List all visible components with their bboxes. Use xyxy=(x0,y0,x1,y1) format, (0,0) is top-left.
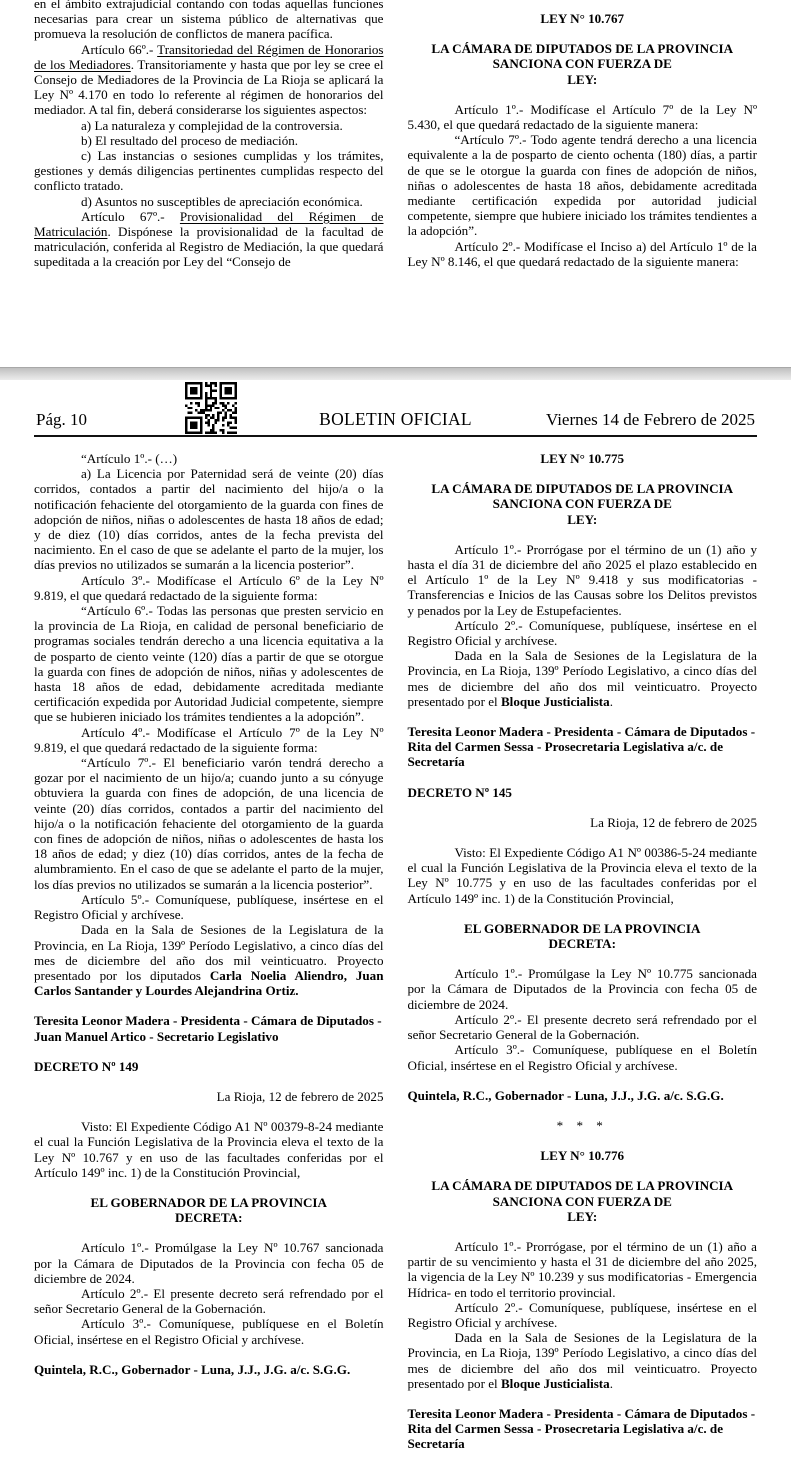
main-left-column xyxy=(34,451,384,1469)
top-right-column xyxy=(408,0,758,310)
paragraph: Artículo 1º.- Promúlgase la Ley Nº 10.767 sancionada por la Cámara de Diputados de la Provincia con fecha 05 de diciembre de 2024. xyxy=(34,1240,384,1286)
paragraph: Artículo 2º.- El presente decreto será refrendado por el señor Secretario General de la Gobernación. xyxy=(407,1011,757,1043)
paragraph: “Artículo 7º.- El beneficiario varón tendrá derecho a gozar por el nacimiento de un hijo/a; cuando junto a su cónyuge obtuviera la guarda con fines de adopción, de una licencia de veinte (20) días corridos, contados a partir del nacimiento del hijo/a o la notificación fehaciente del otorgamiento de la guarda con fines de adopción de niños, niñas o adolescentes de hasta los 18 años de edad; y diez (10) días corridos, antes de la fecha de alumbramiento. En el caso de que se adelante el parto de la mujer, los días previos no utilizados se sumarán a la licencia posterior”. xyxy=(34,755,384,892)
bulletin-title: BOLETIN OFICIAL xyxy=(319,409,472,429)
heading: LEY N° 10.776 xyxy=(540,1148,625,1164)
heading: LEY N° 10.775 xyxy=(540,451,625,466)
top-section xyxy=(0,0,791,310)
paragraph: Artículo 3º.- Comuníquese, publíquese en el Boletín Oficial, insértese en el Registro Oficial y archívese. xyxy=(34,1316,384,1347)
page-header xyxy=(0,380,791,437)
paragraph: “Artículo 6º.- Todas las personas que presten servicio en la provincia de La Rioja, en calidad de personal beneficiario de programas sociales tendrán derecho a una licencia equitativa a la de posparto de ciento veinte (120) días a partir de que se otorgue la guarda con fines de adopción de niños, niñas y adolescentes de hasta 18 años de edad, debidamente acreditada mediante certificación expedida por Autoridad Judicial competente, siempre que se hubieren iniciado los trámites tendientes a la adopción”. xyxy=(34,603,384,725)
main-section xyxy=(0,437,791,1469)
signature-line: Teresita Leonor Madera - Presidenta - Cámara de Diputados - Rita del Carmen Sessa - Prosecretaria Legislativa a/c. de Secretaría xyxy=(407,1405,756,1452)
signature-line: DECRETO Nº 149 xyxy=(34,1058,139,1074)
heading: LA CÁMARA DE DIPUTADOS DE LA PROVINCIA SANCIONA CON FUERZA DE LEY: xyxy=(431,481,734,527)
paragraph: Artículo 2º.- Modifícase el Inciso a) del Artículo 1º de la Ley Nº 8.146, el que quedará redactado de la siguiente manera: xyxy=(407,238,757,269)
paragraph: Artículo 4º.- Modifícase el Artículo 7º de la Ley Nº 9.819, el que quedará redactado de la siguiente forma: xyxy=(34,724,384,755)
paragraph: Artículo 67º.- Provisionalidad del Régimen de Matriculación. Dispónese la provisionalidad de la facultad de matriculación, conferida al Registro de Mediación, la que quedará supeditada a la creación por Ley del “Consejo de xyxy=(34,208,384,270)
paragraph: c) Las instancias o sesiones cumplidas y los trámites, gestiones y demás diligencias pertinentes cumplidas respecto del conflicto tratado. xyxy=(34,148,384,194)
divider-band xyxy=(0,367,791,380)
top-left-column xyxy=(34,0,384,310)
paragraph: Artículo 3º.- Comuníquese, publíquese en el Boletín Oficial, insértese en el Registro Oficial y archívese. xyxy=(407,1042,757,1073)
heading: LA CÁMARA DE DIPUTADOS DE LA PROVINCIA SANCIONA CON FUERZA DE LEY: xyxy=(431,41,734,87)
paragraph: a) La naturaleza y complejidad de la controversia. xyxy=(81,117,343,133)
paragraph: Artículo 1º.- Modifícase el Artículo 7º de la Ley Nº 5.430, el que quedará redactado de la siguiente manera: xyxy=(407,101,757,133)
paragraph: Artículo 1º.- Promúlgase la Ley Nº 10.775 sancionada por la Cámara de Diputados de la Provincia con fecha 05 de diciembre de 2024. xyxy=(407,966,757,1012)
signature-line: Teresita Leonor Madera - Presidenta - Cámara de Diputados - Rita del Carmen Sessa - Prosecretaria Legislativa a/c. de Secretaría xyxy=(407,724,756,770)
paragraph: Artículo 1º.- Prorrógase por el término de un (1) año y hasta el día 31 de diciembre del año 2025 el plazo establecido en el Artículo 1º de la Ley Nº 9.418 y sus modificatorias - Transferencias e Inicios de las Causas sobre los Delitos previstos y penados por la Ley de Estupefacientes. xyxy=(407,541,757,618)
signature-line: Quintela, R.C., Gobernador - Luna, J.J., J.G. a/c. S.G.G. xyxy=(34,1361,351,1377)
date-line: La Rioja, 12 de febrero de 2025 xyxy=(590,814,757,830)
paragraph: Dada en la Sala de Sesiones de la Legislatura de la Provincia, en La Rioja, 139º Período Legislativo, a cinco días del mes de diciembre del año dos mil veinticuatro. Proyecto presentado por los diputados Carla Noelia Aliendro, Juan Carlos Santander y Lourdes Alejandrina Ortiz. xyxy=(34,922,384,999)
paragraph: Artículo 3º.- Modifícase el Artículo 6º de la Ley Nº 9.819, el que quedará redactado de la siguiente forma: xyxy=(34,572,384,603)
paragraph: “Artículo 7º.- Todo agente tendrá derecho a una licencia equivalente a la de posparto de ciento ochenta (180) días, a partir de que se le otorgue la guarda con fines de adopción de niños, niñas o adolescentes de hasta 18 años, debidamente acreditada mediante certificación expedida por autoridad judicial competente, siempre que hubiere iniciado los trámites tendientes a la adopción”. xyxy=(407,132,757,239)
paragraph: d) Asuntos no susceptibles de apreciación económica. xyxy=(81,193,363,209)
separator-stars: * * * xyxy=(556,1117,608,1133)
paragraph: Artículo 2º.- Comuníquese, publíquese, insértese en el Registro Oficial y archívese. xyxy=(407,1299,757,1330)
section-gap xyxy=(0,310,791,367)
paragraph: en el ámbito extrajudicial contando con todas aquellas funciones necesarias para crear un sistema público de alternativas que promueva la resolución de conflictos de manera pacífica. xyxy=(34,0,384,42)
signature-line: Teresita Leonor Madera - Presidenta - Cámara de Diputados - Juan Manuel Artico - Secretario Legislativo xyxy=(34,1013,382,1044)
page-number: Pág. 10 xyxy=(36,410,87,429)
heading: LEY N° 10.767 xyxy=(540,11,625,26)
heading: LA CÁMARA DE DIPUTADOS DE LA PROVINCIA SANCIONA CON FUERZA DE LEY: xyxy=(431,1178,734,1224)
paragraph: Dada en la Sala de Sesiones de la Legislatura de la Provincia, en La Rioja, 139º Período Legislativo, a cinco días del mes de diciembre del año dos mil veinticuatro. Proyecto presentado por el Bloque Justicialista. xyxy=(407,648,757,709)
paragraph: Dada en la Sala de Sesiones de la Legislatura de la Provincia, en La Rioja, 139º Período Legislativo, a cinco días del mes de diciembre del año dos mil veinticuatro. Proyecto presentado por el Bloque Justicialista. xyxy=(407,1330,757,1391)
paragraph: Artículo 2º.- Comuníquese, publíquese, insértese en el Registro Oficial y archívese. xyxy=(407,617,757,649)
signature-line: DECRETO Nº 145 xyxy=(407,784,512,800)
signature-line: Quintela, R.C., Gobernador - Luna, J.J., J.G. a/c. S.G.G. xyxy=(407,1087,724,1103)
paragraph: Visto: El Expediente Código A1 Nº 00379-8-24 mediante el cual la Función Legislativa de la Provincia eleva el texto de la Ley Nº 10.767 y en uso de las facultades conferidas por el Artículo 149º inc. 1) de la Constitución Provincial, xyxy=(34,1119,384,1180)
main-right-column xyxy=(408,451,758,1469)
paragraph: Artículo 66º.- Transitoriedad del Régimen de Honorarios de los Mediadores. Transitoriamente y hasta que por ley se cree el Consejo de Mediadores de la Provincia de La Rioja se aplicará la Ley Nº 4.170 en todo lo referente al régimen de honorarios del mediador. A tal fin, deberá considerarse los siguientes aspectos: xyxy=(34,41,384,118)
header-rule xyxy=(34,435,757,437)
paragraph: Artículo 1º.- Prorrógase, por el término de un (1) año a partir de su vencimiento y hasta el 31 de diciembre del año 2025, la vigencia de la Ley Nº 10.239 y sus modificatorias - Emergencia Hídrica- en todo el territorio provincial. xyxy=(407,1238,757,1300)
paragraph: Artículo 2º.- El presente decreto será refrendado por el señor Secretario General de la Gobernación. xyxy=(34,1285,384,1317)
heading: EL GOBERNADOR DE LA PROVINCIA DECRETA: xyxy=(90,1194,327,1226)
paragraph: Visto: El Expediente Código A1 Nº 00386-5-24 mediante el cual la Función Legislativa de la Provincia eleva el texto de la Ley Nº 10.775 y en uso de las facultades conferidas por el Artículo 149º inc. 1) de la Constitución Provincial, xyxy=(407,845,757,906)
paragraph: b) El resultado del proceso de mediación. xyxy=(81,132,299,148)
date-line: La Rioja, 12 de febrero de 2025 xyxy=(216,1088,384,1104)
paragraph: Artículo 5º.- Comuníquese, publíquese, insértese en el Registro Oficial y archívese. xyxy=(34,891,384,923)
paragraph: “Artículo 1º.- (…) xyxy=(81,451,178,466)
issue-date: Viernes 14 de Febrero de 2025 xyxy=(545,410,755,429)
paragraph: a) La Licencia por Paternidad será de veinte (20) días corridos, contados a partir del nacimiento del hijo/a o la notificación fehaciente del otorgamiento de la guarda con fines de adopción de niños, niñas o adolescentes de hasta 18 años de edad; y de diez (10) días corridos, antes de la fecha prevista del nacimiento. En el caso de que se adelante el parto de la mujer, los días previos no utilizados se sumarán a la licencia posterior”. xyxy=(34,466,384,573)
heading: EL GOBERNADOR DE LA PROVINCIA DECRETA: xyxy=(464,920,701,952)
